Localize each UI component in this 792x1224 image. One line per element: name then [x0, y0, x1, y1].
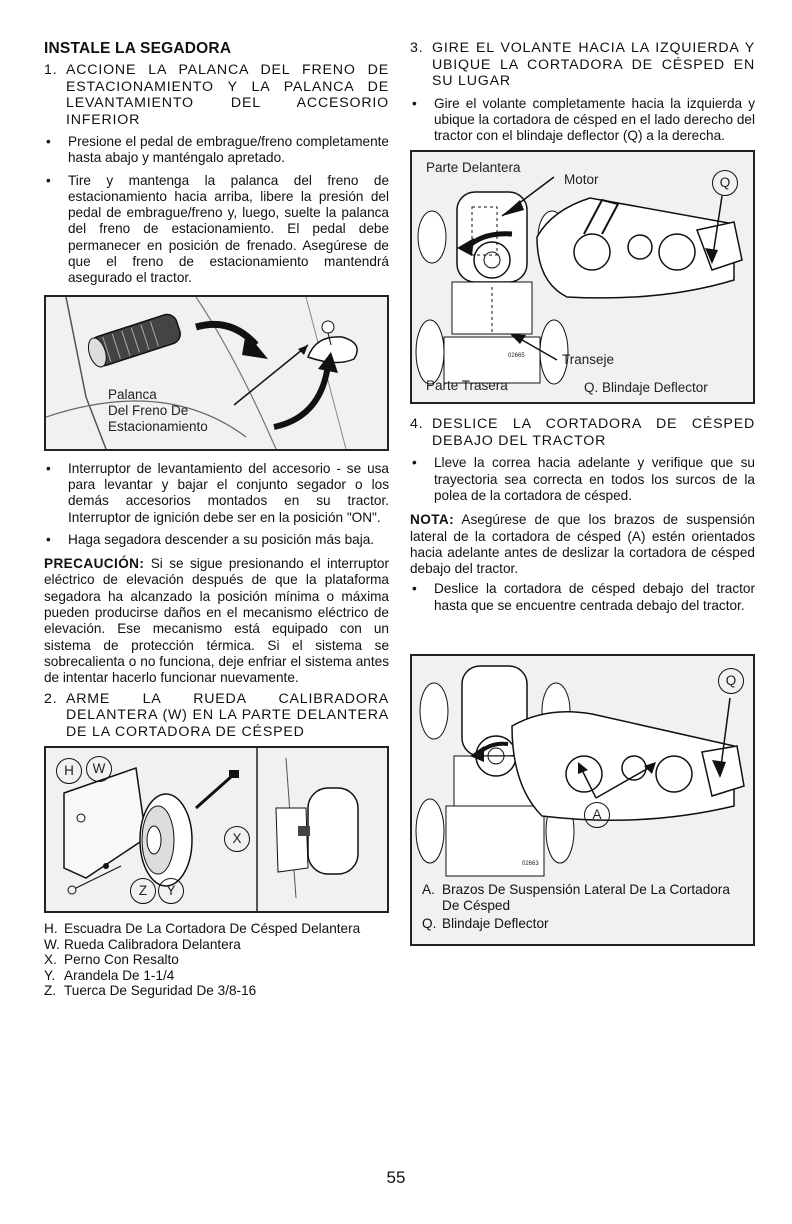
step-4: [410, 416, 755, 449]
step-2: [44, 691, 389, 741]
bullet-item: • Haga segadora descender a su posición más baja.: [46, 531, 375, 547]
fig2-callout-x: X: [224, 826, 250, 852]
bullet-item: • Lleve la correa hacia adelante y verifique que su trayectoria sea correcta en todos los surcos de la polea de la cortadora de césped.: [412, 455, 755, 503]
fig2-callout-h: H: [56, 758, 82, 784]
fig3-label-motor: Motor: [564, 172, 599, 188]
caution-text: Si se sigue presionando el interruptor eléctrico de elevación después de que la plataforma segadora ha alcanzado la posición mínima o máxima pueden producirse daños en el mecanismo eléctrico de elevación. Ese mecanismo está equipado con un sistema de protección térmica. Si el sistema se sobrecalienta o no funciona, deje enfriar el sistema antes de intentar hacerlo funcionar nuevamente.: [44, 556, 390, 686]
caution-label: PRECAUCIÓN:: [44, 556, 145, 572]
fig3-callout-q: Q: [712, 170, 738, 196]
step-number: 1.: [44, 62, 58, 78]
nota-paragraph: [410, 512, 755, 577]
fig4-code: 02663: [522, 861, 539, 868]
page-number: 55: [386, 1168, 406, 1187]
fig2-callout-z: Z: [130, 878, 156, 904]
step-3: [410, 40, 755, 90]
step-number: 4.: [410, 416, 424, 433]
section-title: INSTALE LA SEGADORA: [44, 40, 232, 57]
step-heading: ARME LA RUEDA CALIBRADORA DELANTERA (W) EN LA PARTE DELANTERA DE LA CORTADORA DE CÉSPED: [66, 690, 389, 740]
fig4-callout-q: Q: [718, 668, 744, 694]
caution-paragraph: [44, 556, 389, 686]
fig3-label-rear: Parte Trasera: [426, 378, 508, 394]
fig4-callout-a: A: [584, 802, 610, 828]
fig4-caption-a: A. Brazos De Suspensión Lateral De La Cortadora De Césped: [422, 882, 730, 913]
figure-parking-brake: [44, 295, 389, 451]
figure-mower-centered: [410, 654, 755, 946]
step-heading: DESLICE LA CORTADORA DE CÉSPED DEBAJO DEL TRACTOR: [432, 416, 755, 449]
nota-label: NOTA:: [410, 512, 455, 528]
bullet-item: • Deslice la cortadora de césped debajo del tractor hasta que se encuentre centrada debajo del tractor.: [412, 581, 755, 613]
left-column: [44, 40, 389, 999]
step-number: 3.: [410, 40, 424, 56]
bullet-item: • Tire y mantenga la palanca del freno de estacionamiento hacia arriba, libere la presión del pedal de embrague/freno y, luego, suelte la palanca del freno de estacionamiento. El pedal debe permanecer en posición de frenado. Asegúrese de que el freno de estacionamiento mantendrá asegurado el tractor.: [46, 172, 389, 286]
caption-z: Z. Tuerca De Seguridad De 3/8-16: [44, 983, 257, 999]
fig4-caption-q: Q. Blindaje Deflector: [422, 916, 549, 932]
fig1-label-freno: Del Freno De: [108, 402, 189, 418]
figure-gauge-wheel: [44, 746, 389, 913]
figure-mower-position: [410, 150, 755, 404]
fig2-callout-y: Y: [158, 878, 184, 904]
step-1: [44, 62, 389, 128]
fig2-callout-w: W: [86, 756, 112, 782]
caption-w: W. Rueda Calibradora Delantera: [44, 936, 241, 952]
caption-h: H. Escuadra De La Cortadora De Césped Delantera: [44, 921, 361, 937]
step-heading: ACCIONE LA PALANCA DEL FRENO DE ESTACIONAMIENTO Y LA PALANCA DE LEVANTAMIENTO DEL ACCESORIO INFERIOR: [66, 62, 389, 128]
fig1-label-palanca: Palanca: [108, 386, 157, 402]
bullet-item: • Interruptor de levantamiento del accesorio - se usa para levantar y bajar el conjunto segador o los demás accesorios montados en su tractor. Interruptor de ignición debe ser en la posición "ON".: [46, 460, 389, 525]
step-number: 2.: [44, 690, 58, 707]
bullet-item: • Presione el pedal de embrague/freno completamente hasta abajo y manténgalo apretado.: [46, 134, 389, 166]
nota-text: Asegúrese de que los brazos de suspensión lateral de la cortadora de césped (A) estén orientados hacia adelante antes de deslizar la cortadora de césped debajo del tractor.: [410, 512, 755, 577]
fig3-legend: Q. Blindaje Deflector: [584, 380, 708, 396]
caption-y: Y. Arandela De 1-1/4: [44, 967, 175, 983]
fig1-label-estacionamiento: Estacionamiento: [108, 418, 208, 434]
fig3-label-transeje: Transeje: [562, 352, 615, 368]
right-column: [410, 40, 755, 946]
fig3-label-front: Parte Delantera: [426, 160, 521, 176]
step-heading: GIRE EL VOLANTE HACIA LA IZQUIERDA Y UBIQUE LA CORTADORA DE CÉSPED EN SU LUGAR: [432, 40, 755, 89]
fig3-code: 02665: [508, 353, 525, 360]
parking-brake-illustration: [46, 297, 387, 449]
caption-x: X. Perno Con Resalto: [44, 952, 179, 968]
bullet-item: • Gire el volante completamente hacia la izquierda y ubique la cortadora de césped en el lado derecho del tractor con el blindaje deflector (Q) a la derecha.: [412, 95, 755, 144]
